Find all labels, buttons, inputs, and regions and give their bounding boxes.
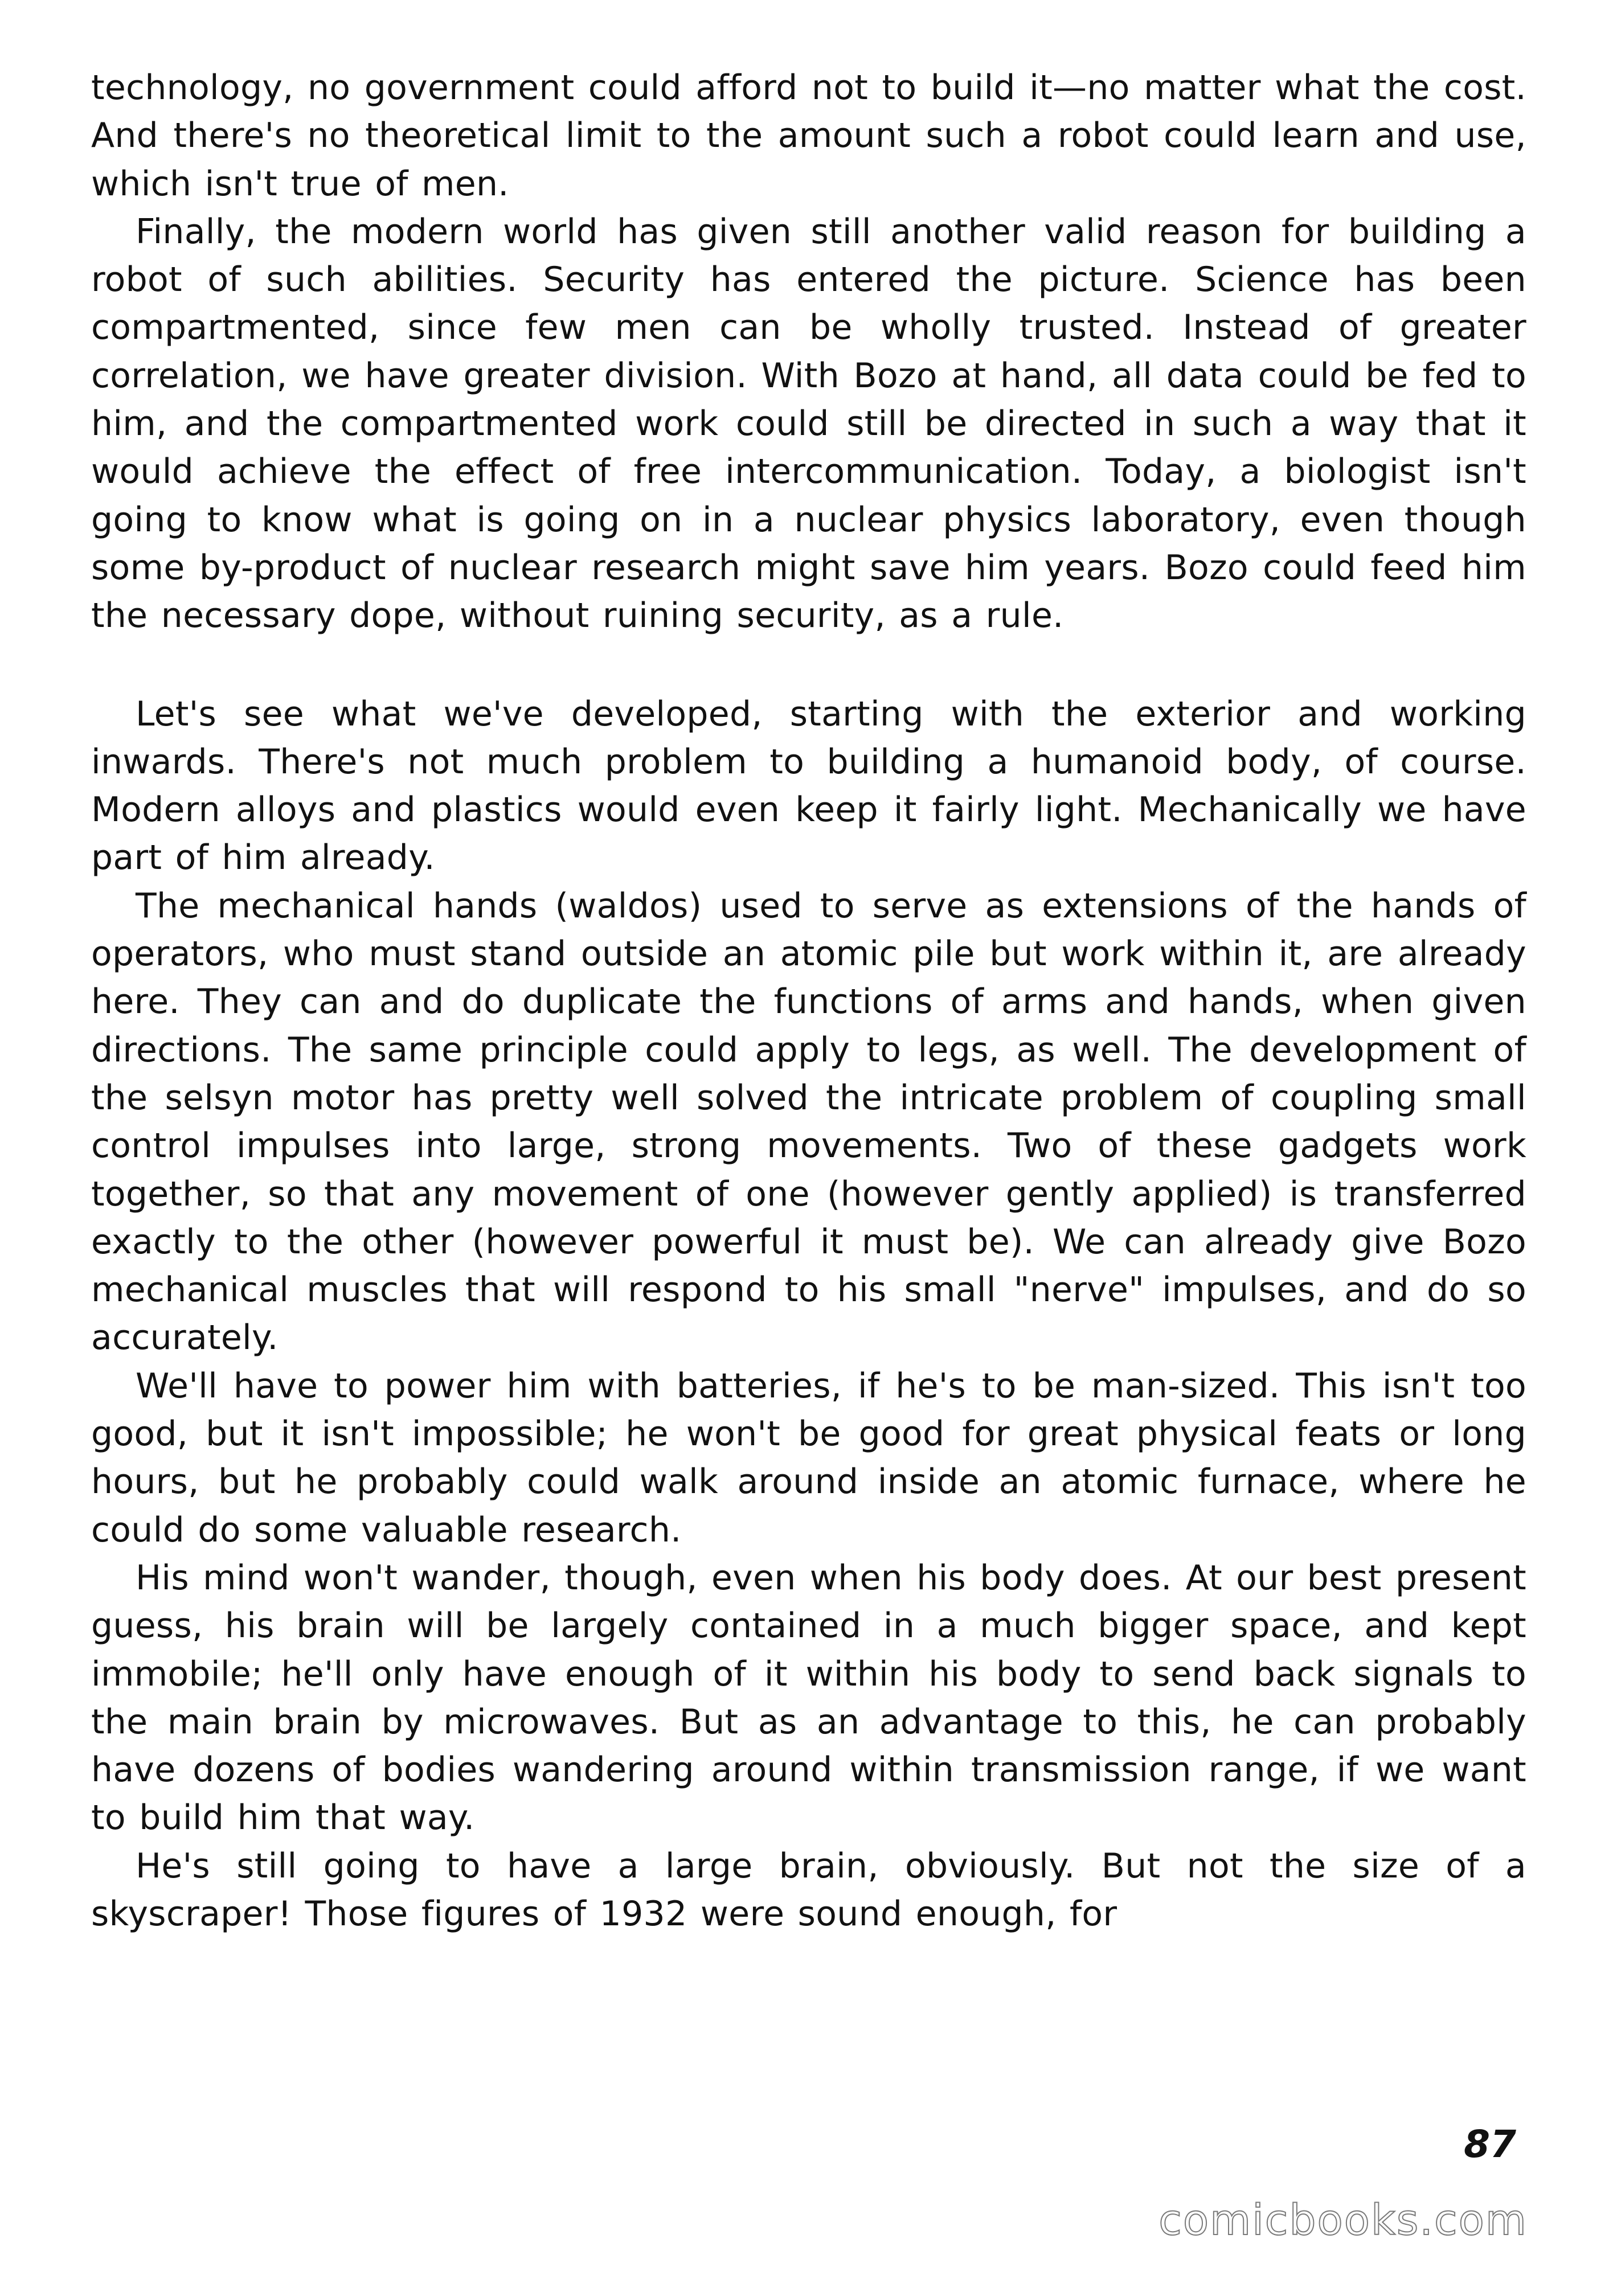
paragraph-2: Finally, the modern world has given still another valid reason for building a robot of such abilities. Security has entered the picture. Science has been compartmented, since few men can be wholly trusted. Instead of greater correlation, we have greater division. With Bozo at hand, all data could be fed to him, and the compartmented work could still be directed in such a way that it would achieve the effect of free intercommunication. Today, a biologist isn't going to know what is going on in a nuclear physics laboratory, even though some by-product of nuclear research might save him years. Bozo could feed him the necessary dope, without ruining security, as a rule. (91, 211, 1526, 636)
paragraph-1: technology, no government could afford not to build it—no matter what the cost. And there's no theoretical limit to the amount such a robot could learn and use, which isn't true of men. (91, 68, 1526, 204)
watermark-text: comicbooks.com (1158, 2196, 1528, 2245)
paragraph-7: He's still going to have a large brain, obviously. But not the size of a skyscraper! Those figures of 1932 were sound enough, for (91, 1846, 1526, 1934)
page-number: 87 (1464, 2122, 1516, 2166)
paragraph-3: Let's see what we've developed, starting with the exterior and working inwards. There's not much problem to building a humanoid body, of course. Modern alloys and plastics would even keep it fairly light. Mechanically we have part of him already. (91, 694, 1526, 878)
paragraph-4: The mechanical hands (waldos) used to serve as extensions of the hands of operators, who must stand outside an atomic pile but work within it, are already here. They can and do duplicate the functions of arms and hands, when given directions. The same principle could apply to legs, as well. The development of the selsyn motor has pretty well solved the intricate problem of coupling small control impulses into large, strong movements. Two of these gadgets work together, so that any movement of one (however gently applied) is transferred exactly to the other (however powerful it must be). We can already give Bozo mechanical muscles that will respond to his small "nerve" impulses, and do so accurately. (91, 885, 1526, 1358)
paragraph-5: We'll have to power him with batteries, if he's to be man-sized. This isn't too good, but it isn't impossible; he won't be good for great physical feats or long hours, but he probably could walk around inside an atomic furnace, where he could do some valuable research. (91, 1366, 1526, 1550)
paragraph-6: His mind won't wander, though, even when his body does. At our best present guess, his brain will be largely contained in a much bigger space, and kept immobile; he'll only have enough of it within his body to send back signals to the main brain by microwaves. But as an advantage to this, he can probably have dozens of bodies wandering around within transmission range, if we want to build him that way. (91, 1557, 1526, 1838)
body-text (91, 64, 1526, 1938)
